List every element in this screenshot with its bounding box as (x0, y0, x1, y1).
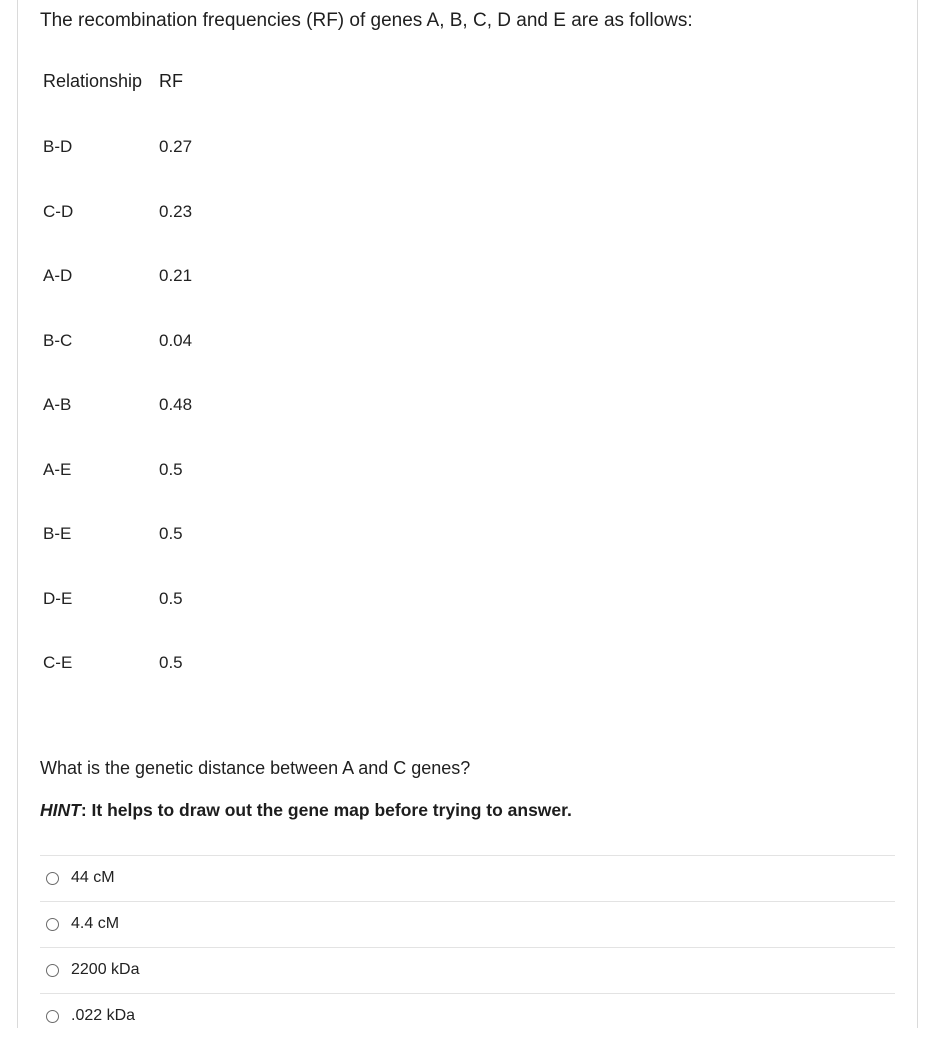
row-relationship: A-D (43, 266, 73, 285)
row-rf: 0.23 (159, 202, 193, 221)
table-row (43, 524, 343, 548)
row-rf: 0.5 (159, 524, 183, 543)
row-rf: 0.5 (159, 460, 183, 479)
row-rf: 0.48 (159, 395, 193, 414)
row-rf: 0.27 (159, 137, 193, 156)
row-rf: 0.5 (159, 589, 183, 608)
header-rf: RF (159, 71, 183, 91)
row-relationship: A-E (43, 460, 72, 479)
radio-button[interactable] (46, 1010, 59, 1023)
row-relationship: C-D (43, 202, 74, 221)
row-rf: 0.5 (159, 653, 183, 672)
answer-option[interactable] (40, 901, 895, 947)
row-relationship: B-D (43, 137, 73, 156)
table-row (43, 137, 343, 161)
table-row (43, 331, 343, 355)
table-row (43, 460, 343, 484)
hint-label: HINT (40, 800, 81, 820)
hint-body: : It helps to draw out the gene map before trying to answer. (80, 800, 572, 820)
hint-text (40, 800, 572, 821)
table-row (43, 589, 343, 613)
option-label[interactable]: .022 kDa (71, 1007, 136, 1024)
option-label[interactable]: 44 cM (71, 869, 115, 886)
option-label[interactable]: 2200 kDa (71, 961, 140, 978)
row-relationship: B-E (43, 524, 72, 543)
row-rf: 0.21 (159, 266, 193, 285)
radio-button[interactable] (46, 872, 59, 885)
radio-button[interactable] (46, 964, 59, 977)
row-relationship: D-E (43, 589, 73, 608)
option-label[interactable]: 4.4 cM (71, 915, 120, 932)
table-row (43, 266, 343, 290)
answer-option[interactable] (40, 947, 895, 993)
question-text: What is the genetic distance between A and C genes? (40, 758, 471, 778)
table-row (43, 395, 343, 419)
answer-option[interactable] (40, 855, 895, 901)
row-relationship: B-C (43, 331, 73, 350)
intro-text: The recombination frequencies (RF) of genes A, B, C, D and E are as follows: (40, 10, 693, 31)
radio-button[interactable] (46, 918, 59, 931)
header-relationship: Relationship (43, 71, 143, 91)
row-rf: 0.04 (159, 331, 193, 350)
table-row (43, 202, 343, 226)
answer-option[interactable] (40, 993, 895, 1039)
row-relationship: A-B (43, 395, 72, 414)
row-relationship: C-E (43, 653, 73, 672)
answer-options (40, 855, 895, 1039)
table-row (43, 653, 343, 677)
